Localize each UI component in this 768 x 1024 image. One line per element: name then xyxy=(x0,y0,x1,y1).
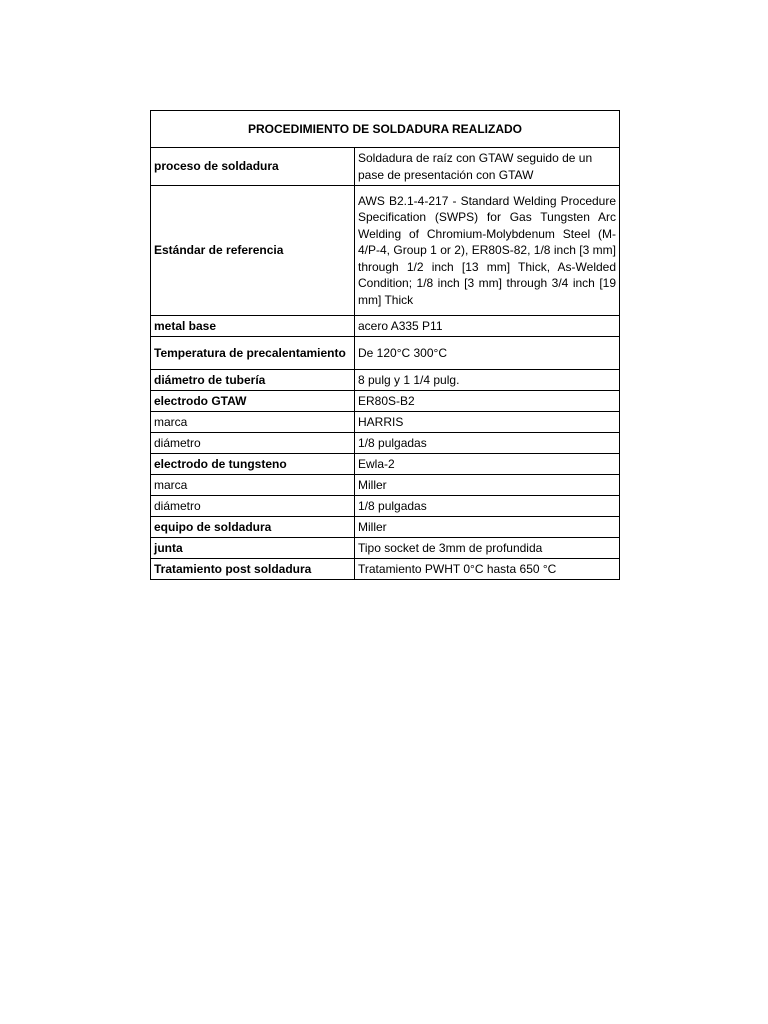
row-label-tungsten-electrode: electrodo de tungsteno xyxy=(151,454,355,475)
table-row xyxy=(151,412,620,433)
row-label-brand-2: marca xyxy=(151,475,355,496)
row-label-diameter-2: diámetro xyxy=(151,496,355,517)
row-label-welding-equipment: equipo de soldadura xyxy=(151,517,355,538)
row-label-reference-standard: Estándar de referencia xyxy=(151,186,355,316)
table-row xyxy=(151,337,620,370)
table-row xyxy=(151,391,620,412)
table-row xyxy=(151,475,620,496)
row-value-joint: Tipo socket de 3mm de profundida xyxy=(355,538,620,559)
row-value-preheat-temperature: De 120°C 300°C xyxy=(355,337,620,370)
row-value-pipe-diameter: 8 pulg y 1 1/4 pulg. xyxy=(355,370,620,391)
row-label-pipe-diameter: diámetro de tubería xyxy=(151,370,355,391)
row-value-tungsten-electrode: Ewla-2 xyxy=(355,454,620,475)
row-value-diameter: 1/8 pulgadas xyxy=(355,433,620,454)
table-row xyxy=(151,370,620,391)
table-row xyxy=(151,559,620,580)
row-label-preheat-temperature: Temperatura de precalentamiento xyxy=(151,337,355,370)
table-row xyxy=(151,433,620,454)
row-value-welding-equipment: Miller xyxy=(355,517,620,538)
row-value-post-weld-treatment: Tratamiento PWHT 0°C hasta 650 °C xyxy=(355,559,620,580)
table-title: PROCEDIMIENTO DE SOLDADURA REALIZADO xyxy=(151,111,620,148)
row-value-brand: HARRIS xyxy=(355,412,620,433)
table-row xyxy=(151,316,620,337)
row-label-base-metal: metal base xyxy=(151,316,355,337)
table-row xyxy=(151,496,620,517)
row-label-gtaw-electrode: electrodo GTAW xyxy=(151,391,355,412)
row-label-welding-process: proceso de soldadura xyxy=(151,148,355,186)
row-label-post-weld-treatment: Tratamiento post soldadura xyxy=(151,559,355,580)
row-value-diameter-2: 1/8 pulgadas xyxy=(355,496,620,517)
table-row xyxy=(151,186,620,316)
row-value-base-metal: acero A335 P11 xyxy=(355,316,620,337)
table-row xyxy=(151,454,620,475)
row-value-brand-2: Miller xyxy=(355,475,620,496)
table-row xyxy=(151,538,620,559)
row-value-gtaw-electrode: ER80S-B2 xyxy=(355,391,620,412)
row-label-diameter: diámetro xyxy=(151,433,355,454)
table-row xyxy=(151,148,620,186)
row-value-reference-standard: AWS B2.1-4-217 - Standard Welding Procedure Specification (SWPS) for Gas Tungsten Arc Welding of Chromium-Molybdenum Steel (M-4/P-4, Group 1 or 2), ER80S-82, 1/8 inch [3 mm] through 1/2 inch [13 mm] Thick, As-Welded Condition; 1/8 inch [3 mm] through 3/4 inch [19 mm] Thick xyxy=(355,186,620,316)
row-label-joint: junta xyxy=(151,538,355,559)
table-row xyxy=(151,517,620,538)
row-value-welding-process: Soldadura de raíz con GTAW seguido de un pase de presentación con GTAW xyxy=(355,148,620,186)
table-header-row xyxy=(151,111,620,148)
welding-procedure-table xyxy=(150,110,620,580)
row-label-brand: marca xyxy=(151,412,355,433)
